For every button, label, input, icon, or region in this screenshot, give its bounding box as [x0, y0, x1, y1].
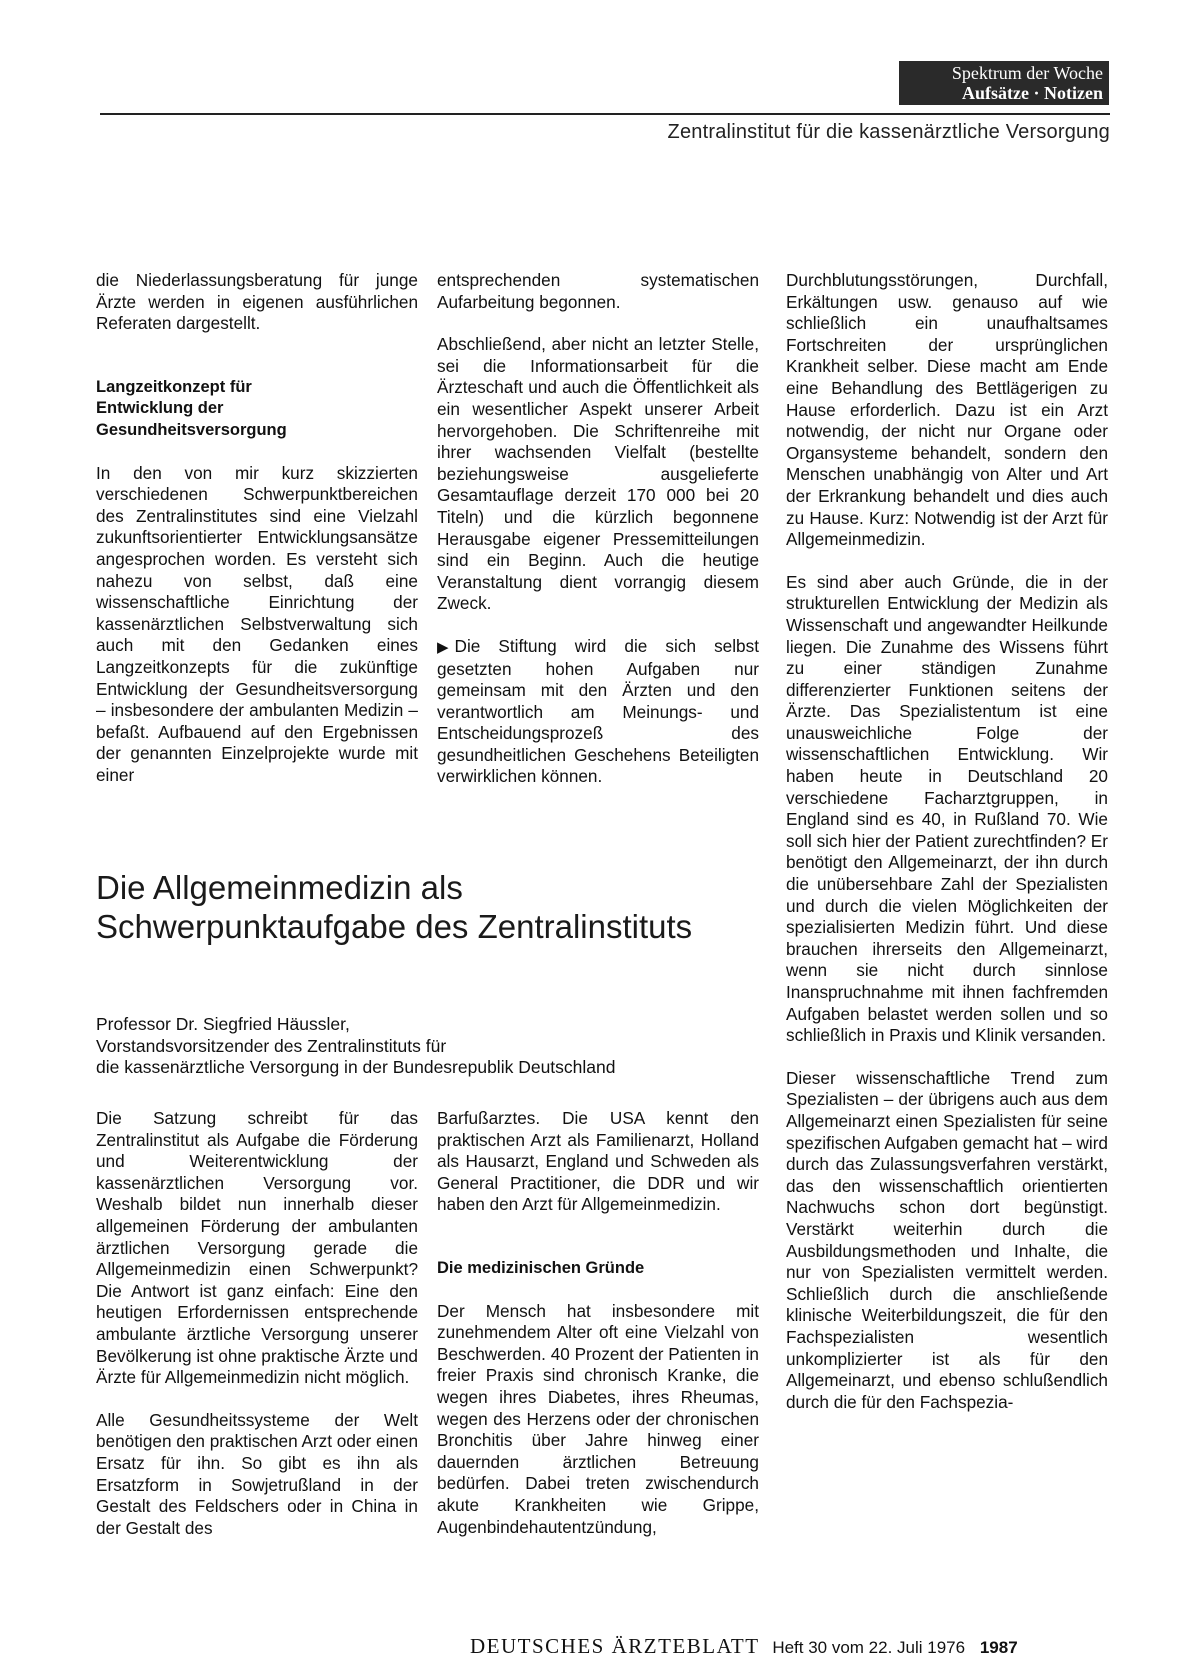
- paragraph-text: Die Stiftung wird die sich selbst gesetzten hohen Aufgaben nur gemeinsam mit den Ärzten und den verantwortlich am Meinungs- und Entscheidungsprozeß des gesundheitlichen Geschehens Beteiligten verwirklichen können.: [437, 635, 759, 787]
- paragraph: Abschließend, aber nicht an letzter Stelle, sei die Informationsarbeit für die Ärzteschaft und auch die Öffentlichkeit als ein wesentlicher Aspekt unserer Arbeit hervorgehoben. Die Schriftenreihe mit ihrer wachsenden Vielfalt (bestellte beziehungsweise ausgelieferte Gesamtauflage derzeit 170 000 bei 20 Titeln) und die kürzlich begonnene Herausgabe eigener Pressemitteilungen sind ein Beginn. Auch die heutige Veranstaltung dient vorrangig diesem Zweck.: [437, 334, 759, 614]
- page-number: 1987: [979, 1638, 1018, 1657]
- header-subtitle: Zentralinstitut für die kassenärztliche Versorgung: [667, 121, 1110, 143]
- article-title: Die Allgemeinmedizin als Schwerpunktaufgabe des Zentralinstituts: [96, 869, 693, 945]
- paragraph: Dieser wissenschaftliche Trend zum Spezialisten – der übrigens auch aus dem Allgemeinarzt einen Spezialisten für seine spezifischen Aufgaben gemacht hat – wird durch das Zulassungsverfahren verstärkt, das den wissenschaftlich orientierten Nachwuchs schon dort begünstigt. Verstärkt weiterhin durch die Ausbildungsmethoden und Inhalte, die nur von Spezialisten vermittelt werden. Schließlich durch die anschließende klinische Weiterbildungszeit, die für den Fachspezialisten wesentlich unkomplizierter ist als für den Allgemeinarzt, und ebenso schlußendlich durch die für den Fachspezia-: [786, 1067, 1108, 1412]
- paragraph: Barfußarztes. Die USA kennt den praktischen Arzt als Familienarzt, Holland als Hausarzt, England und Schweden als General Practitioner, die DDR und wir haben den Arzt für Allgemeinmedizin.: [437, 1108, 759, 1215]
- badge-line-2: Aufsätze · Notizen: [962, 83, 1103, 103]
- paragraph: Der Mensch hat insbesondere mit zunehmendem Alter oft eine Vielzahl von Beschwerden. 40 Prozent der Patienten in freier Praxis sind chronisch Kranke, die wegen ihres Diabetes, ihres Rheumas, wegen des Herzens oder der chronischen Bronchitis über Jahre hinweg einer dauernden ärztlichen Betreuung bedürfen. Dabei treten zwischendurch akute Krankheiten wie Grippe, Augenbindehautentzündung,: [437, 1300, 759, 1537]
- header-rule: [100, 113, 1110, 115]
- magazine-name: DEUTSCHES ÄRZTEBLATT: [470, 1634, 760, 1658]
- author-role-line-1: Vorstandsvorsitzender des Zentralinstituts für: [96, 1035, 447, 1056]
- paragraph: Alle Gesundheitssysteme der Welt benötigen den praktischen Arzt oder einen Ersatz für ihn. So gibt es ihn als Ersatzform in Sowjetrußland in der Gestalt des Feldschers oder in China in der Gestalt des: [96, 1409, 419, 1538]
- column-2-bottom: [437, 1108, 759, 1559]
- author-role-line-2: die kassenärztliche Versorgung in der Bundesrepublik Deutschland: [96, 1057, 616, 1078]
- paragraph: [437, 636, 759, 788]
- paragraph: Es sind aber auch Gründe, die in der strukturellen Entwicklung der Medizin als Wissenschaft und angewandter Heilkunde liegen. Die Zunahme des Wissens führt zu einer ständigen Zunahme differenzierter Funktionen seitens der Ärzte. Das Spezialistentum ist eine unausweichliche Folge der wissenschaftlichen Entwicklung. Wir haben heute in Deutschland 20 verschiedene Facharztgruppen, in England sind es 40, in Rußland 70. Wie soll sich hier der Patient zurechtfinden? Er benötigt den Allgemeinarzt, der ihn durch die unübersehbare Zahl der Spezialisten und durch die vielen Möglichkeiten der spezialisierten Medizin führt. Und diese brauchen ihrerseits den Allgemeinarzt, wenn sie nicht durch sinnlose Inanspruchnahme mit ihnen fachfremden Aufgaben belastet werden sollen und so schließlich in Praxis und Klinik versanden.: [786, 571, 1108, 1046]
- issue-info: Heft 30 vom 22. Juli 1976: [772, 1638, 966, 1657]
- bullet-triangle-icon: ▶: [437, 638, 449, 656]
- paragraph: entsprechenden systematischen Aufarbeitung begonnen.: [437, 270, 759, 312]
- paragraph: Durchblutungsstörungen, Durchfall, Erkältungen usw. genauso auf wie schließlich ein unaufhaltsames Fortschreiten der ursprünglichen Krankheit selber. Diese macht am Ende eine Behandlung des Bettlägerigen zu Hause erforderlich. Dazu ist ein Arzt notwendig, der nicht nur Organe oder Organsysteme behandelt, sondern den Menschen unabhängig von Alter und Art der Erkrankung behandelt und dies auch zu Hause. Kurz: Notwendig ist der Arzt für Allgemeinmedizin.: [786, 270, 1108, 550]
- section-badge: [899, 61, 1109, 105]
- author-name: Professor Dr. Siegfried Häussler,: [96, 1014, 350, 1034]
- paragraph: In den von mir kurz skizzierten verschiedenen Schwerpunktbereichen des Zentralinstitutes sind eine Vielzahl zukunftsorientierter Entwicklungsansätze angesprochen worden. Es versteht sich nahezu von selbst, daß eine wissenschaftliche Einrichtung der kassenärztlichen Selbstverwaltung sich auch mit den Gedanken eines Langzeitkonzepts für die zukünftige Entwicklung der Gesundheitsversorgung – insbesondere der ambulanten Medizin – befaßt. Aufbauend auf den Ergebnissen der genannten Einzelprojekte wurde mit einer: [96, 462, 418, 785]
- badge-line-1: Spektrum der Woche: [951, 63, 1103, 83]
- section-heading: Langzeitkonzept für Entwicklung der Gesundheitsversorgung: [96, 377, 287, 439]
- byline: [96, 1014, 796, 1079]
- section-heading: Die medizinischen Gründe: [437, 1258, 645, 1277]
- column-2-top: [437, 270, 759, 809]
- paragraph: Die Satzung schreibt für das Zentralinstitut als Aufgabe die Förderung und Weiterentwicklung der kassenärztlichen Versorgung vor. Weshalb bildet nun innerhalb dieser allgemeinen Förderung der ambulanten ärztlichen Versorgung gerade die Allgemeinmedizin einen Schwerpunkt? Die Antwort ist ganz einfach: Eine den heutigen Erfordernissen entsprechende ambulante ärztliche Versorgung unserer Bevölkerung ist ohne praktische Ärzte und Ärzte für Allgemeinmedizin nicht möglich.: [96, 1108, 418, 1388]
- page-footer: [470, 1634, 1110, 1660]
- column-1-top: [96, 270, 418, 807]
- column-3: [786, 270, 1108, 1434]
- column-1-bottom: [96, 1108, 418, 1560]
- paragraph: die Niederlassungsberatung für junge Ärzte werden in eigenen ausführlichen Referaten dargestellt.: [96, 270, 418, 334]
